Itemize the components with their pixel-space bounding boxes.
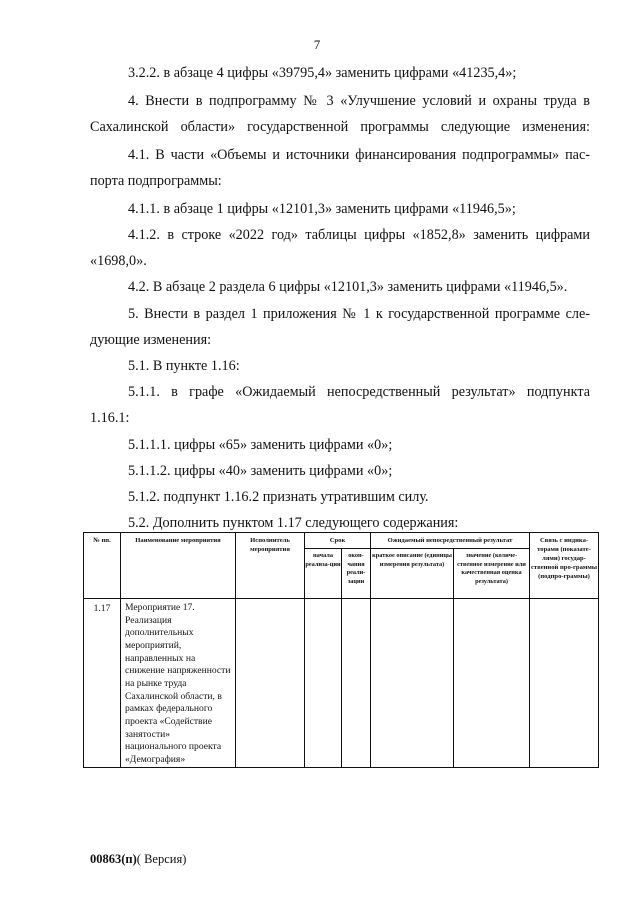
paragraph-5-line-2: дующие изменения: [90,332,212,348]
row-result-value [454,599,530,768]
paragraph-4-1-2-line-2: «1698,0». [90,253,147,269]
footer-label: ( Версия) [136,852,187,866]
paragraph-4-line-1: 4. Внести в подпрограмму № 3 «Улучшение условий и охраны труда в [128,93,590,109]
paragraph-4-1-2-line-1: 4.1.2. в строке «2022 год» таблицы цифры «1852,8» заменить цифрами [128,227,590,243]
paragraph-4-1-line-2: порта подпрограммы: [90,173,222,189]
row-executor [236,599,305,768]
header-link: Связь с индика-торами (показате-лями) государ-ственной про-граммы (подпро-граммы) [530,533,599,599]
footer [90,852,186,867]
paragraph-4-1-line-1: 4.1. В части «Объемы и источники финансирования подпрограммы» пас- [128,147,590,163]
header-executor: Исполнитель мероприятия [236,533,305,599]
paragraph-5-1-1-1: 5.1.1.1. цифры «65» заменить цифрами «0»; [128,437,393,453]
page-number: 7 [313,37,321,52]
row-term-start [305,599,342,768]
paragraph-4-2: 4.2. В абзаце 2 раздела 6 цифры «12101,3» заменить цифрами «11946,5». [128,279,568,295]
paragraph-4-line-2: Сахалинской области» государственной программы следующие изменения: [90,119,590,135]
paragraph-5-1-2: 5.1.2. подпункт 1.16.2 признать утратившим силу. [128,489,429,505]
paragraph-5-1-1-2: 5.1.1.2. цифры «40» заменить цифрами «0»; [128,463,393,479]
paragraph-4-1-1: 4.1.1. в абзаце 1 цифры «12101,3» заменить цифрами «11946,5»; [128,201,516,217]
row-result-short [371,599,454,768]
footer-code: 00863(п) [90,852,137,866]
paragraph-5-1-1-line-2: 1.16.1: [90,410,130,426]
header-term-end: окон-чания реали-зации [342,549,371,599]
row-num: 1.17 [84,599,121,768]
paragraph-5-2: 5.2. Дополнить пунктом 1.17 следующего содержания: [128,515,459,531]
header-result-value: значение (количе-ственное измерение или качественная оценка результата) [454,549,530,599]
header-term-start: начала реализа-ции [305,549,342,599]
paragraph-3-2-2: 3.2.2. в абзаце 4 цифры «39795,4» заменить цифрами «41235,4»; [128,65,517,81]
measures-table [83,532,599,768]
header-term: Срок [305,533,371,549]
header-result: Ожидаемый непосредственный результат [371,533,530,549]
header-result-short: краткое описание (единицы измерения результата) [371,549,454,599]
paragraph-5-line-1: 5. Внести в раздел 1 приложения № 1 к государственной программе сле- [128,306,590,322]
paragraph-5-1-1-line-1: 5.1.1. в графе «Ожидаемый непосредственный результат» подпункта [128,384,590,400]
header-num: № пп. [84,533,121,599]
table-row [84,599,599,768]
header-name: Наименование мероприятия [121,533,236,599]
row-link [530,599,599,768]
paragraph-5-1: 5.1. В пункте 1.16: [128,358,240,374]
row-name: Мероприятие 17. Реализация дополнительных мероприятий, направленных на снижение напряженности на рынке труда Сахалинской области, в рамках федерального проекта «Содействие занятости» национального проекта «Демография» [121,599,236,768]
row-term-end [342,599,371,768]
